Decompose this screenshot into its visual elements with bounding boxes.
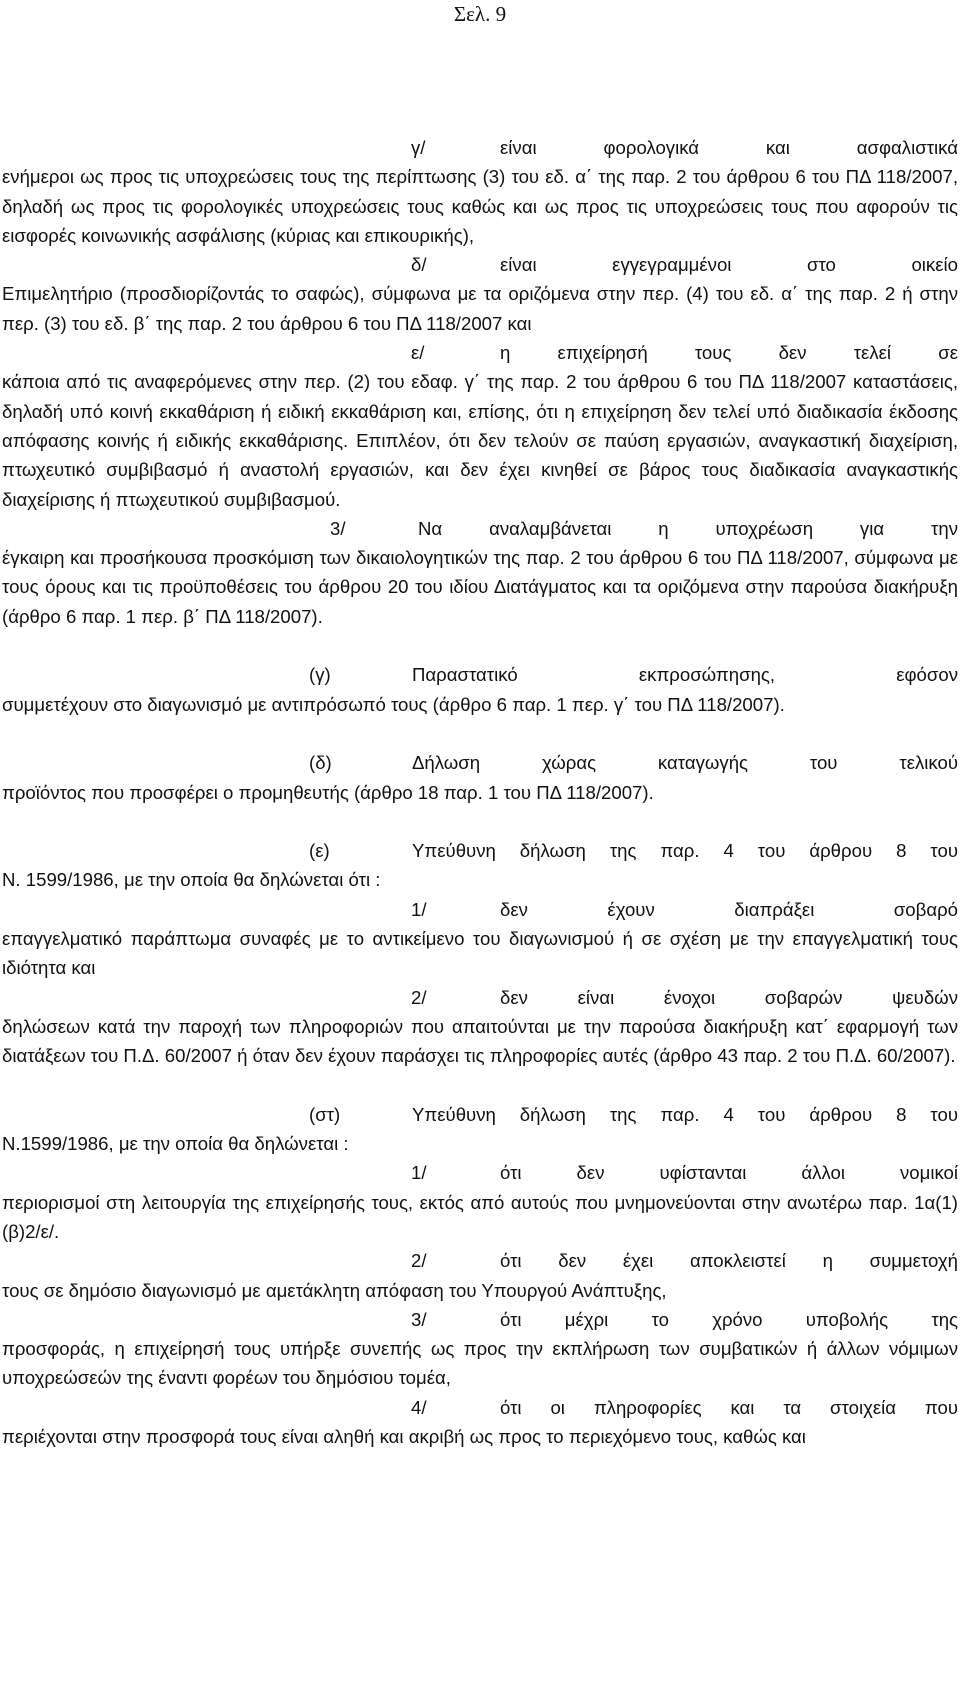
list-item xyxy=(2,133,958,250)
list-item-marker: 4/ xyxy=(411,1396,427,1418)
list-item-first-line xyxy=(2,1246,958,1275)
list-item-first-line xyxy=(2,133,958,162)
list-item-body-text: τους σε δημόσιο διαγωνισμό με αμετάκλητη απόφαση του Υπουργού Ανάπτυξης, xyxy=(2,1279,667,1301)
list-item-lead-text: είναι φορολογικά και ασφαλιστικά xyxy=(500,137,958,158)
list-item-first-line xyxy=(2,836,958,865)
list-item-marker: (γ) xyxy=(309,664,331,686)
list-item xyxy=(2,338,958,514)
list-item-body-text: προϊόντος που προσφέρει ο προμηθευτής (άρθρο 18 παρ. 1 του ΠΔ 118/2007). xyxy=(2,781,654,803)
list-item-body-text: προσφοράς, η επιχείρησή τους υπήρξε συνεπής ως προς την εκπλήρωση των συμβατικών ή άλλων νόμιμων υποχρεώσεών της έναντι φορέων του δημόσιου τομέα, xyxy=(2,1338,958,1389)
list-item-lead-text: ότι δεν έχει αποκλειστεί η συμμετοχή xyxy=(500,1250,958,1272)
list-item-marker: (ε) xyxy=(309,840,330,862)
list-item-first-line xyxy=(2,250,958,279)
list-item-body-text: ενήμεροι ως προς τις υποχρεώσεις τους της περίπτωσης (3) του εδ. α΄ της παρ. 2 του άρθρου 6 του ΠΔ 118/2007, δηλαδή ως προς τις φορολογικές υποχρεώσεις τους καθώς και ως προς τις υποχρεώσεις τους που αφορούν τις εισφορές κοινωνικής ασφάλισης (κύριας και επικουρικής), xyxy=(2,166,958,246)
list-item-marker: ε/ xyxy=(411,342,425,364)
list-item-first-line xyxy=(2,983,958,1012)
list-item-body-text: περιέχονται στην προσφορά τους είναι αληθή και ακριβή ως προς το περιεχόμενο τους, καθώς και xyxy=(2,1426,806,1448)
paragraph-spacer xyxy=(2,719,958,748)
list-item-body-text: Επιμελητήριο (προσδιορίζοντάς το σαφώς), σύμφωνα με τα οριζόμενα στην περ. (4) του εδ. α΄ της παρ. 2 ή στην περ. (3) του εδ. β΄ της παρ. 2 του άρθρου 6 του ΠΔ 118/2007 και xyxy=(2,283,958,334)
list-item-lead-text: δεν είναι ένοχοι σοβαρών ψευδών xyxy=(500,986,958,1008)
list-item-body-text: έγκαιρη και προσήκουσα προσκόμιση των δικαιολογητικών της παρ. 2 του άρθρου 6 του ΠΔ 118/2007, σύμφωνα με τους όρους και τις προϋποθέσεις του άρθρου 20 του ιδίου Διατάγματος και τα οριζόμενα στην παρούσα διακήρυξη (άρθρο 6 παρ. 1 περ. β΄ ΠΔ 118/2007). xyxy=(2,547,958,627)
list-item-first-line xyxy=(2,1100,958,1129)
list-item-marker: δ/ xyxy=(411,254,427,276)
list-item-lead-text: ότι δεν υφίστανται άλλοι νομικοί xyxy=(500,1162,958,1184)
list-item-marker: (στ) xyxy=(309,1103,341,1125)
list-item-lead-text: Παραστατικό εκπροσώπησης, εφόσον xyxy=(412,664,958,686)
list-item-first-line xyxy=(2,1158,958,1187)
list-item-body-text: επαγγελματικό παράπτωμα συναφές με το αντικείμενο του διαγωνισμού ή σε σχέση με την επαγγελματική τους ιδιότητα και xyxy=(2,928,958,979)
list-item-first-line xyxy=(2,660,958,689)
list-item-lead-text: είναι εγγεγραμμένοι στο οικείο xyxy=(500,254,958,276)
list-item-marker: 3/ xyxy=(330,517,346,539)
list-item xyxy=(2,1246,958,1305)
list-item-lead-text: ότι μέχρι το χρόνο υποβολής της xyxy=(500,1308,958,1330)
list-item-marker: 2/ xyxy=(411,986,427,1008)
list-item xyxy=(2,1100,958,1159)
list-item-first-line xyxy=(2,1393,958,1422)
list-item xyxy=(2,895,958,983)
list-item-marker: (δ) xyxy=(309,752,332,774)
list-item-first-line xyxy=(2,514,958,543)
list-item-lead-text: Υπεύθυνη δήλωση της παρ. 4 του άρθρου 8 του xyxy=(412,840,958,862)
list-item xyxy=(2,660,958,719)
list-item xyxy=(2,514,958,631)
list-item xyxy=(2,748,958,807)
list-item-body-text: κάποια από τις αναφερόμενες στην περ. (2) του εδαφ. γ΄ της παρ. 2 του άρθρου 6 του ΠΔ 118/2007 καταστάσεις, δηλαδή υπό κοινή εκκαθάριση ή ειδική εκκαθάριση και, επίσης, ότι η επιχείρηση δεν τελεί υπό διαδικασία έκδοσης απόφασης κοινής ή ειδικής εκκαθάρισης. Επιπλέον, ότι δεν τελούν σε παύση εργασιών, αναγκαστική διαχείριση, πτωχευτικό συμβιβασμό ή αναστολή εργασιών, και δεν έχει κινηθεί σε βάρος τους διαδικασία αναγκαστικής διαχείρισης ή πτωχευτικού συμβιβασμού. xyxy=(2,371,958,510)
list-item xyxy=(2,250,958,338)
list-item-marker: 2/ xyxy=(411,1250,427,1272)
list-item-lead-text: ότι οι πληροφορίες και τα στοιχεία που xyxy=(500,1396,958,1418)
page-number-header: Σελ. 9 xyxy=(453,2,507,26)
list-item-body-text: Ν.1599/1986, με την οποία θα δηλώνεται : xyxy=(2,1133,349,1155)
list-item-body-text: περιορισμοί στη λειτουργία της επιχείρησής τους, εκτός από αυτούς που μνημονεύονται στην ανωτέρω παρ. 1α(1)(β)2/ε/. xyxy=(2,1191,958,1242)
list-item-first-line xyxy=(2,748,958,777)
list-item xyxy=(2,836,958,895)
list-item-first-line xyxy=(2,1305,958,1334)
list-item-lead-text: δεν έχουν διαπράξει σοβαρό xyxy=(500,898,958,920)
list-item xyxy=(2,1305,958,1393)
document-body xyxy=(0,133,960,1451)
paragraph-spacer xyxy=(2,1071,958,1100)
paragraph-spacer xyxy=(2,631,958,660)
list-item-first-line xyxy=(2,895,958,924)
list-item-marker: γ/ xyxy=(411,137,426,158)
list-item-marker: 1/ xyxy=(411,1162,427,1184)
list-item-body-text: συμμετέχουν στο διαγωνισμό με αντιπρόσωπό τους (άρθρο 6 παρ. 1 περ. γ΄ του ΠΔ 118/2007). xyxy=(2,693,785,715)
list-item-marker: 3/ xyxy=(411,1308,427,1330)
list-item xyxy=(2,1158,958,1246)
list-item-lead-text: Δήλωση χώρας καταγωγής του τελικού xyxy=(412,752,958,774)
list-item xyxy=(2,983,958,1071)
list-item-body-text: δηλώσεων κατά την παροχή των πληροφοριών που απαιτούνται με την παρούσα διακήρυξη κατ΄ εφαρμογή των διατάξεων του Π.Δ. 60/2007 ή όταν δεν έχουν παράσχει τις πληροφορίες αυτές (άρθρο 43 παρ. 2 του Π.Δ. 60/2007). xyxy=(2,1015,958,1067)
list-item-lead-text: Να αναλαμβάνεται η υποχρέωση για την xyxy=(418,517,958,539)
list-item-lead-text: Υπεύθυνη δήλωση της παρ. 4 του άρθρου 8 του xyxy=(412,1103,958,1125)
list-item-body-text: Ν. 1599/1986, με την οποία θα δηλώνεται ότι : xyxy=(2,869,381,891)
paragraph-spacer xyxy=(2,807,958,836)
list-item-marker: 1/ xyxy=(411,898,427,920)
list-item-first-line xyxy=(2,338,958,367)
list-item-lead-text: η επιχείρησή τους δεν τελεί σε xyxy=(500,342,958,364)
list-item xyxy=(2,1393,958,1452)
